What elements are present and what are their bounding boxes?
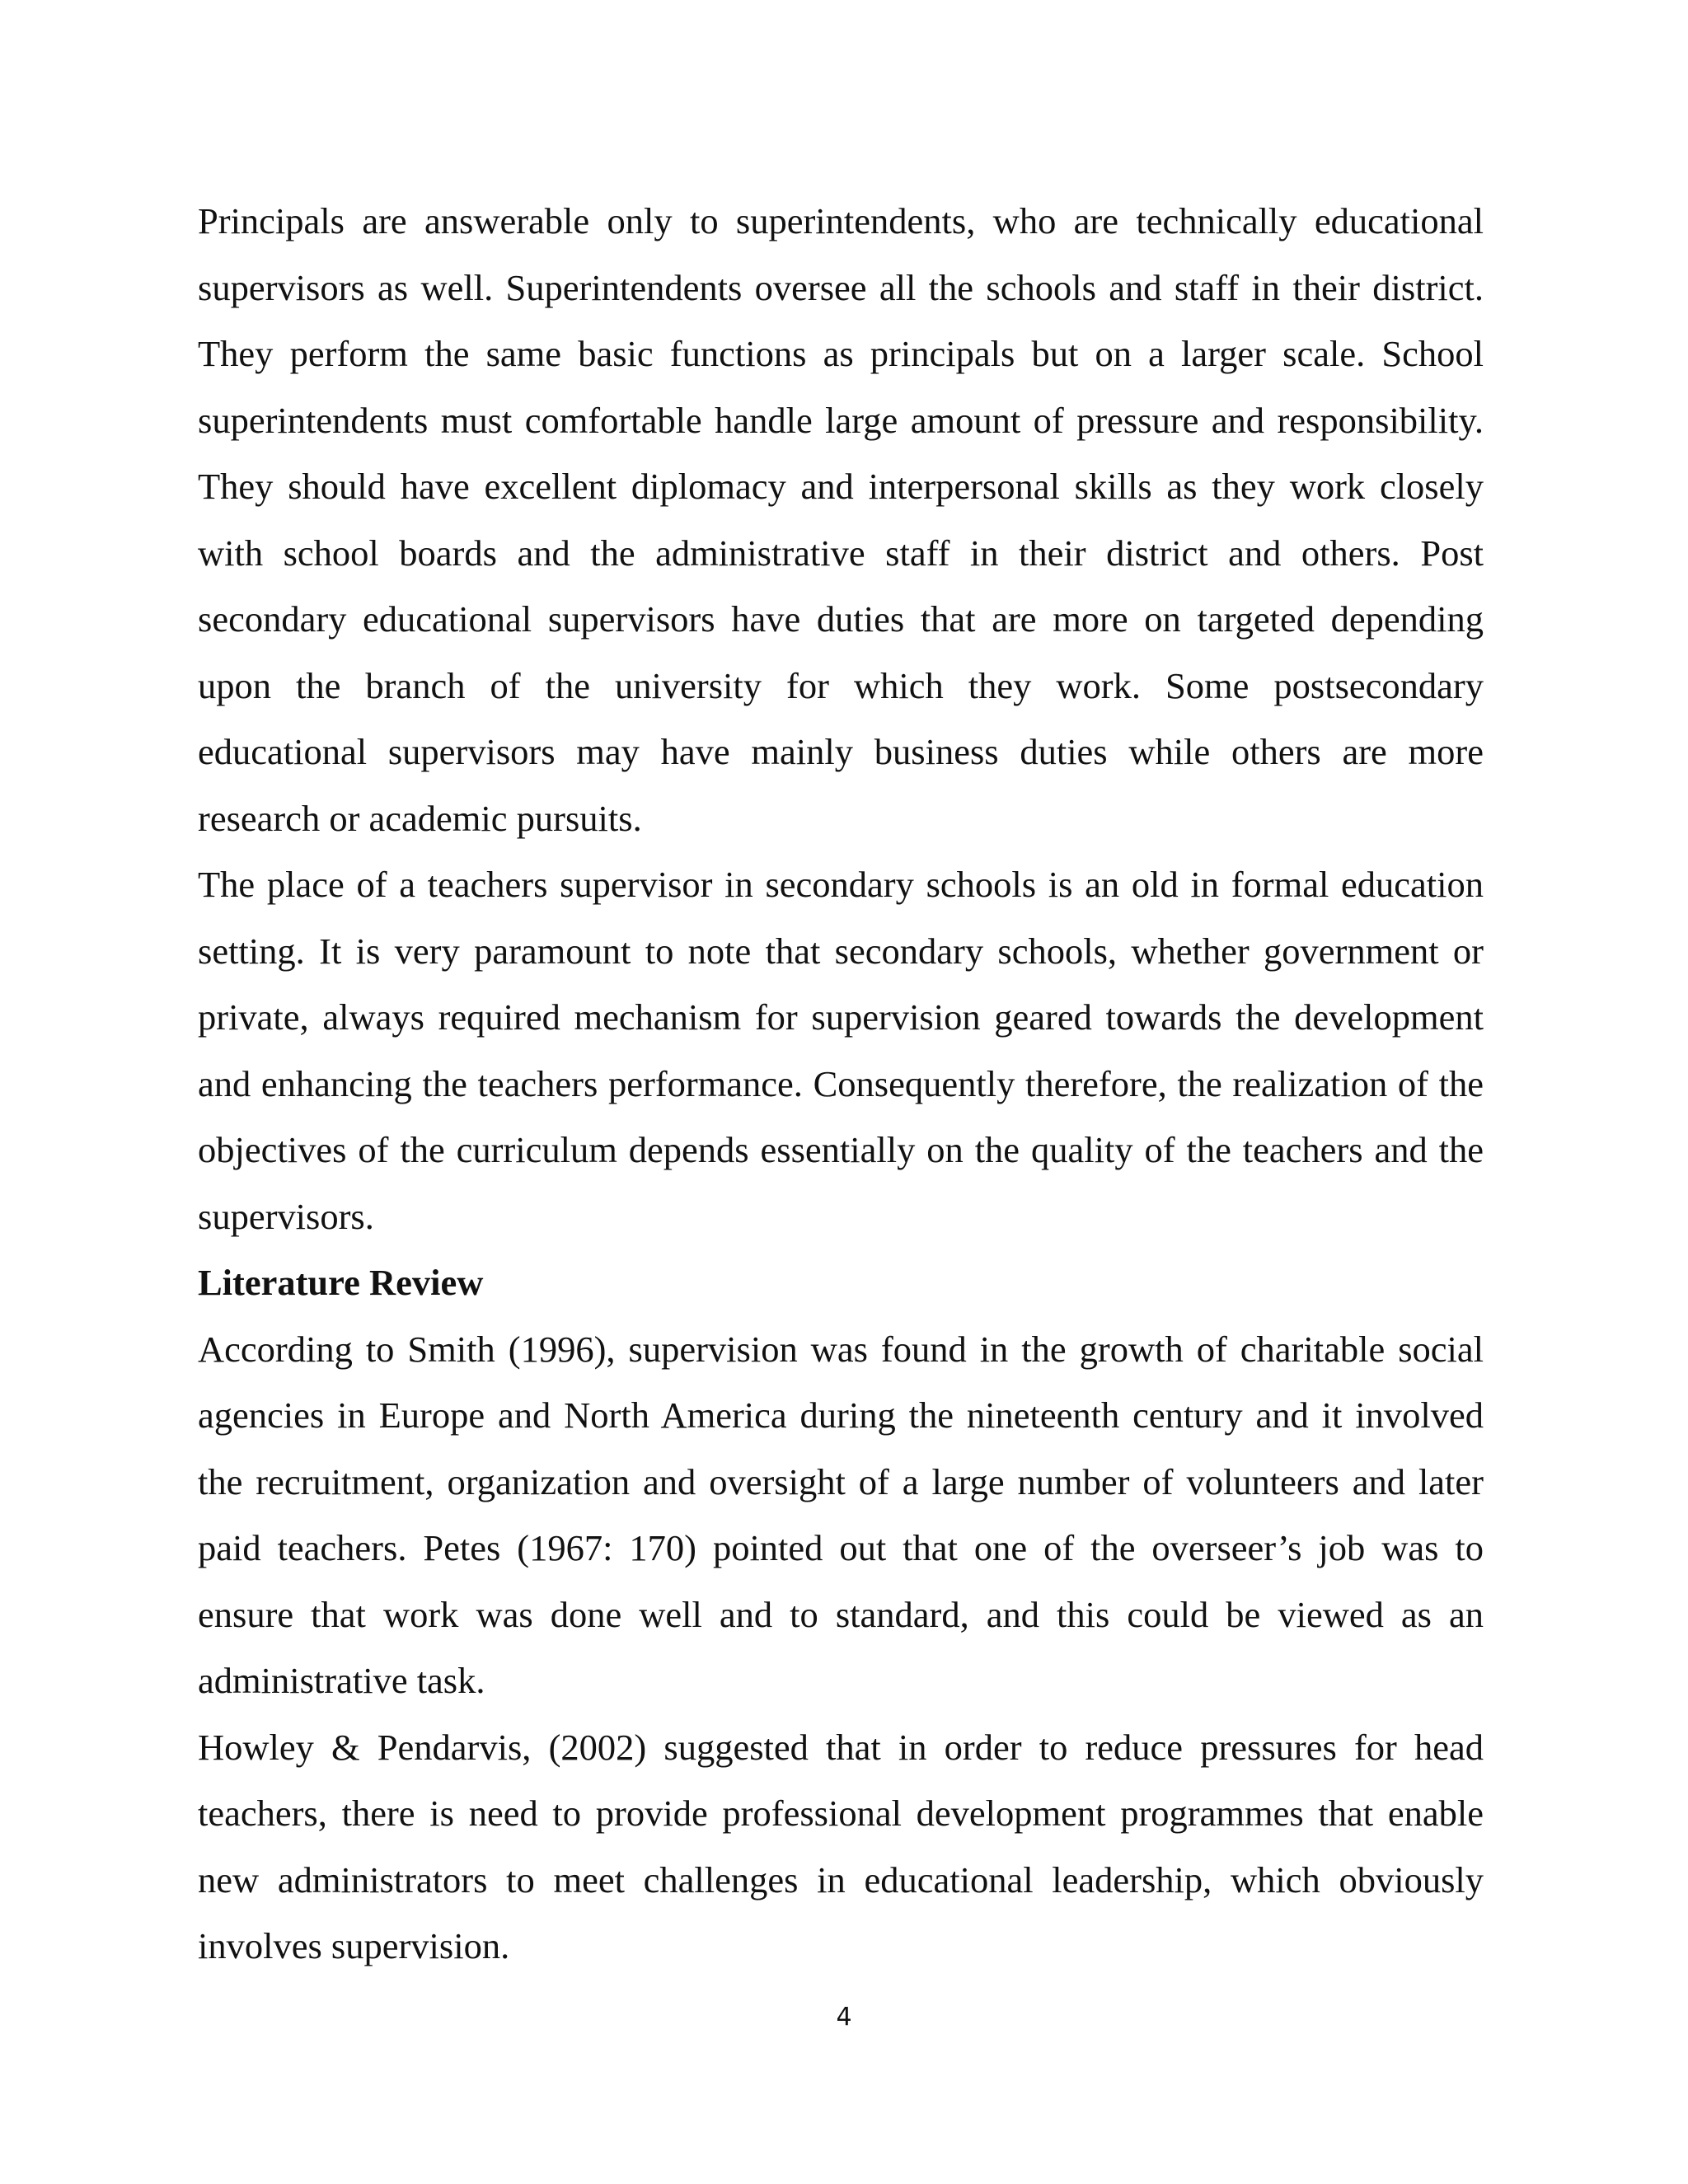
paragraph-teachers-supervisor: The place of a teachers supervisor in secondary schools is an old in formal education setting. It is very paramount to note that secondary schools, whether government or private, always required mechanism for supervision geared towards the development and enhancing the teachers performance. Consequently therefore, the realization of the objectives of the curriculum depends essentially on the quality of the teachers and the supervisors.	[198, 864, 1484, 1237]
paragraph-superintendents: Principals are answerable only to superintendents, who are technically educational supervisors as well. Superintendents oversee all the schools and staff in their district. They perform the same basic functions as principals but on a larger scale. School superintendents must comfortable handle large amount of pressure and responsibility. They should have excellent diplomacy and interpersonal skills as they work closely with school boards and the administrative staff in their district and others. Post secondary educational supervisors have duties that are more on targeted depending upon the branch of the university for which they work. Some postsecondary educational supervisors may have mainly business duties while others are more research or academic pursuits.	[198, 200, 1484, 839]
paragraph-howley-pendarvis: Howley & Pendarvis, (2002) suggested that in order to reduce pressures for head teachers, there is need to provide professional development programmes that enable new administrators to meet challenges in educational leadership, which obviously involves supervision.	[198, 1726, 1484, 1966]
page-body	[198, 188, 1484, 1980]
page-number: 4	[836, 2003, 852, 2032]
paragraph-smith-1996: According to Smith (1996), supervision was found in the growth of charitable social agencies in Europe and North America during the nineteenth century and it involved the recruitment, organization and oversight of a large number of volunteers and later paid teachers. Petes (1967: 170) pointed out that one of the overseer’s job was to ensure that work was done well and to standard, and this could be viewed as an administrative task.	[198, 1328, 1484, 1701]
section-heading-literature-review: Literature Review	[198, 1262, 484, 1303]
